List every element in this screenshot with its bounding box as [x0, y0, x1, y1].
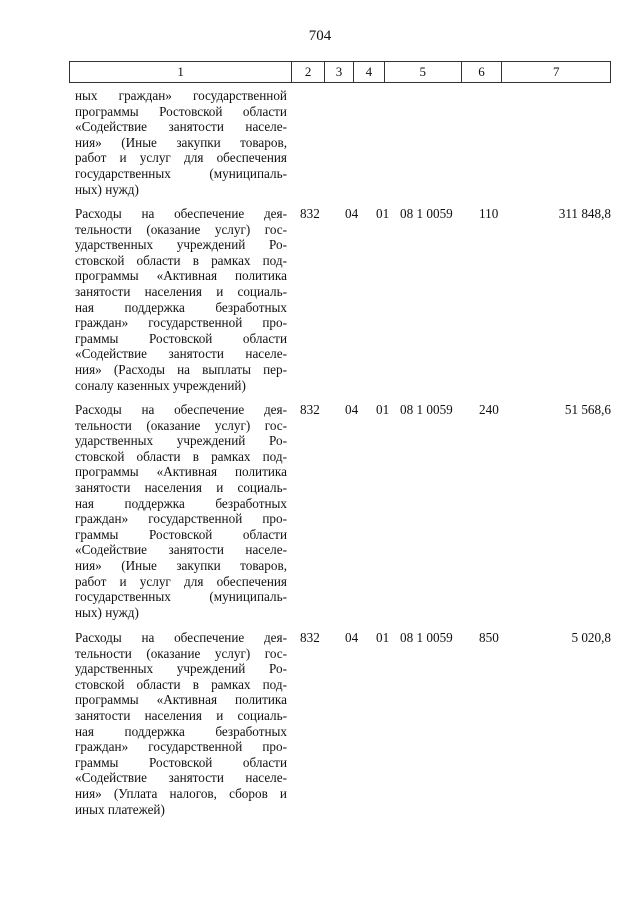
description-line: «Содействие занятости населе-	[75, 542, 287, 558]
cell-vr: 240	[479, 402, 499, 417]
table-row	[75, 630, 611, 817]
description-line: стовской области в рамках под-	[75, 448, 287, 464]
cell-rz: 04	[345, 630, 359, 645]
header-col-5: 5	[384, 62, 461, 82]
cell-pr: 01	[376, 630, 390, 645]
header-col-6: 6	[461, 62, 502, 82]
page-number: 704	[308, 28, 332, 44]
row-description	[75, 402, 287, 620]
header-col-4: 4	[353, 62, 384, 82]
description-line: занятости населения и социаль-	[75, 707, 287, 723]
row-description	[75, 206, 287, 393]
row-description	[75, 630, 287, 817]
description-line: соналу казенных учреждений)	[75, 377, 246, 393]
cell-ved: 832	[300, 630, 320, 645]
cell-sum: 5 020,8	[571, 630, 611, 645]
description-line: ударственных учреждений Ро-	[75, 237, 287, 253]
cell-ved: 832	[300, 206, 320, 221]
header-col-1: 1	[177, 64, 184, 79]
table-row	[75, 206, 611, 393]
cell-sum: 311 848,8	[558, 206, 611, 221]
description-line: граммы Ростовской области	[75, 330, 287, 346]
description-line: Расходы на обеспечение дея-	[75, 630, 287, 645]
description-line: стовской области в рамках под-	[75, 676, 287, 692]
description-line: «Содействие занятости населе-	[75, 346, 287, 362]
description-line: программы «Активная политика	[75, 268, 287, 284]
description-line: тельности (оказание услуг) гос-	[75, 221, 287, 237]
description-line: программы Ростовской области	[75, 103, 287, 119]
description-line: тельности (оказание услуг) гос-	[75, 645, 287, 661]
description-line: ния» (Уплата налогов, сборов и	[75, 785, 287, 801]
row-description	[75, 88, 287, 197]
description-line: ная поддержка безработных	[75, 723, 287, 739]
description-line: ных граждан» государственной	[75, 88, 287, 103]
cell-rz: 04	[345, 402, 359, 417]
header-col-7: 7	[501, 62, 610, 82]
cell-csr: 08 1 0059	[400, 402, 453, 417]
description-line: занятости населения и социаль-	[75, 479, 287, 495]
description-line: государственных (муниципаль-	[75, 589, 287, 605]
description-line: «Содействие занятости населе-	[75, 119, 287, 135]
cell-sum: 51 568,6	[564, 402, 611, 417]
table-row	[75, 402, 611, 620]
description-line: ударственных учреждений Ро-	[75, 661, 287, 677]
cell-vr: 110	[479, 206, 499, 221]
description-line: ния» (Расходы на выплаты пер-	[75, 361, 287, 377]
description-line: работ и услуг для обеспечения	[75, 150, 287, 166]
table-header	[69, 61, 611, 83]
description-line: ная поддержка безработных	[75, 299, 287, 315]
description-line: граммы Ростовской области	[75, 526, 287, 542]
description-line: работ и услуг для обеспечения	[75, 573, 287, 589]
description-line: ния» (Иные закупки товаров,	[75, 557, 287, 573]
description-line: «Содействие занятости населе-	[75, 770, 287, 786]
description-line: программы «Активная политика	[75, 692, 287, 708]
description-line: Расходы на обеспечение дея-	[75, 206, 287, 221]
description-line: занятости населения и социаль-	[75, 283, 287, 299]
description-line: ния» (Иные закупки товаров,	[75, 134, 287, 150]
description-line: программы «Активная политика	[75, 464, 287, 480]
description-line: Расходы на обеспечение дея-	[75, 402, 287, 417]
cell-csr: 08 1 0059	[400, 630, 453, 645]
description-line: государственных (муниципаль-	[75, 165, 287, 181]
description-line: граждан» государственной про-	[75, 315, 287, 331]
description-line: иных платежей)	[75, 801, 165, 817]
description-line: граждан» государственной про-	[75, 511, 287, 527]
description-line: ударственных учреждений Ро-	[75, 433, 287, 449]
table-row	[75, 88, 287, 197]
description-line: граждан» государственной про-	[75, 739, 287, 755]
cell-pr: 01	[376, 402, 390, 417]
description-line: ных) нужд)	[75, 181, 139, 197]
description-line: ных) нужд)	[75, 604, 139, 620]
description-line: граммы Ростовской области	[75, 754, 287, 770]
cell-ved: 832	[300, 402, 320, 417]
header-col-3: 3	[324, 62, 353, 82]
description-line: тельности (оказание услуг) гос-	[75, 417, 287, 433]
description-line: стовской области в рамках под-	[75, 252, 287, 268]
cell-vr: 850	[479, 630, 499, 645]
description-line: ная поддержка безработных	[75, 495, 287, 511]
header-col-2: 2	[291, 62, 324, 82]
cell-csr: 08 1 0059	[400, 206, 453, 221]
cell-pr: 01	[376, 206, 390, 221]
cell-rz: 04	[345, 206, 359, 221]
